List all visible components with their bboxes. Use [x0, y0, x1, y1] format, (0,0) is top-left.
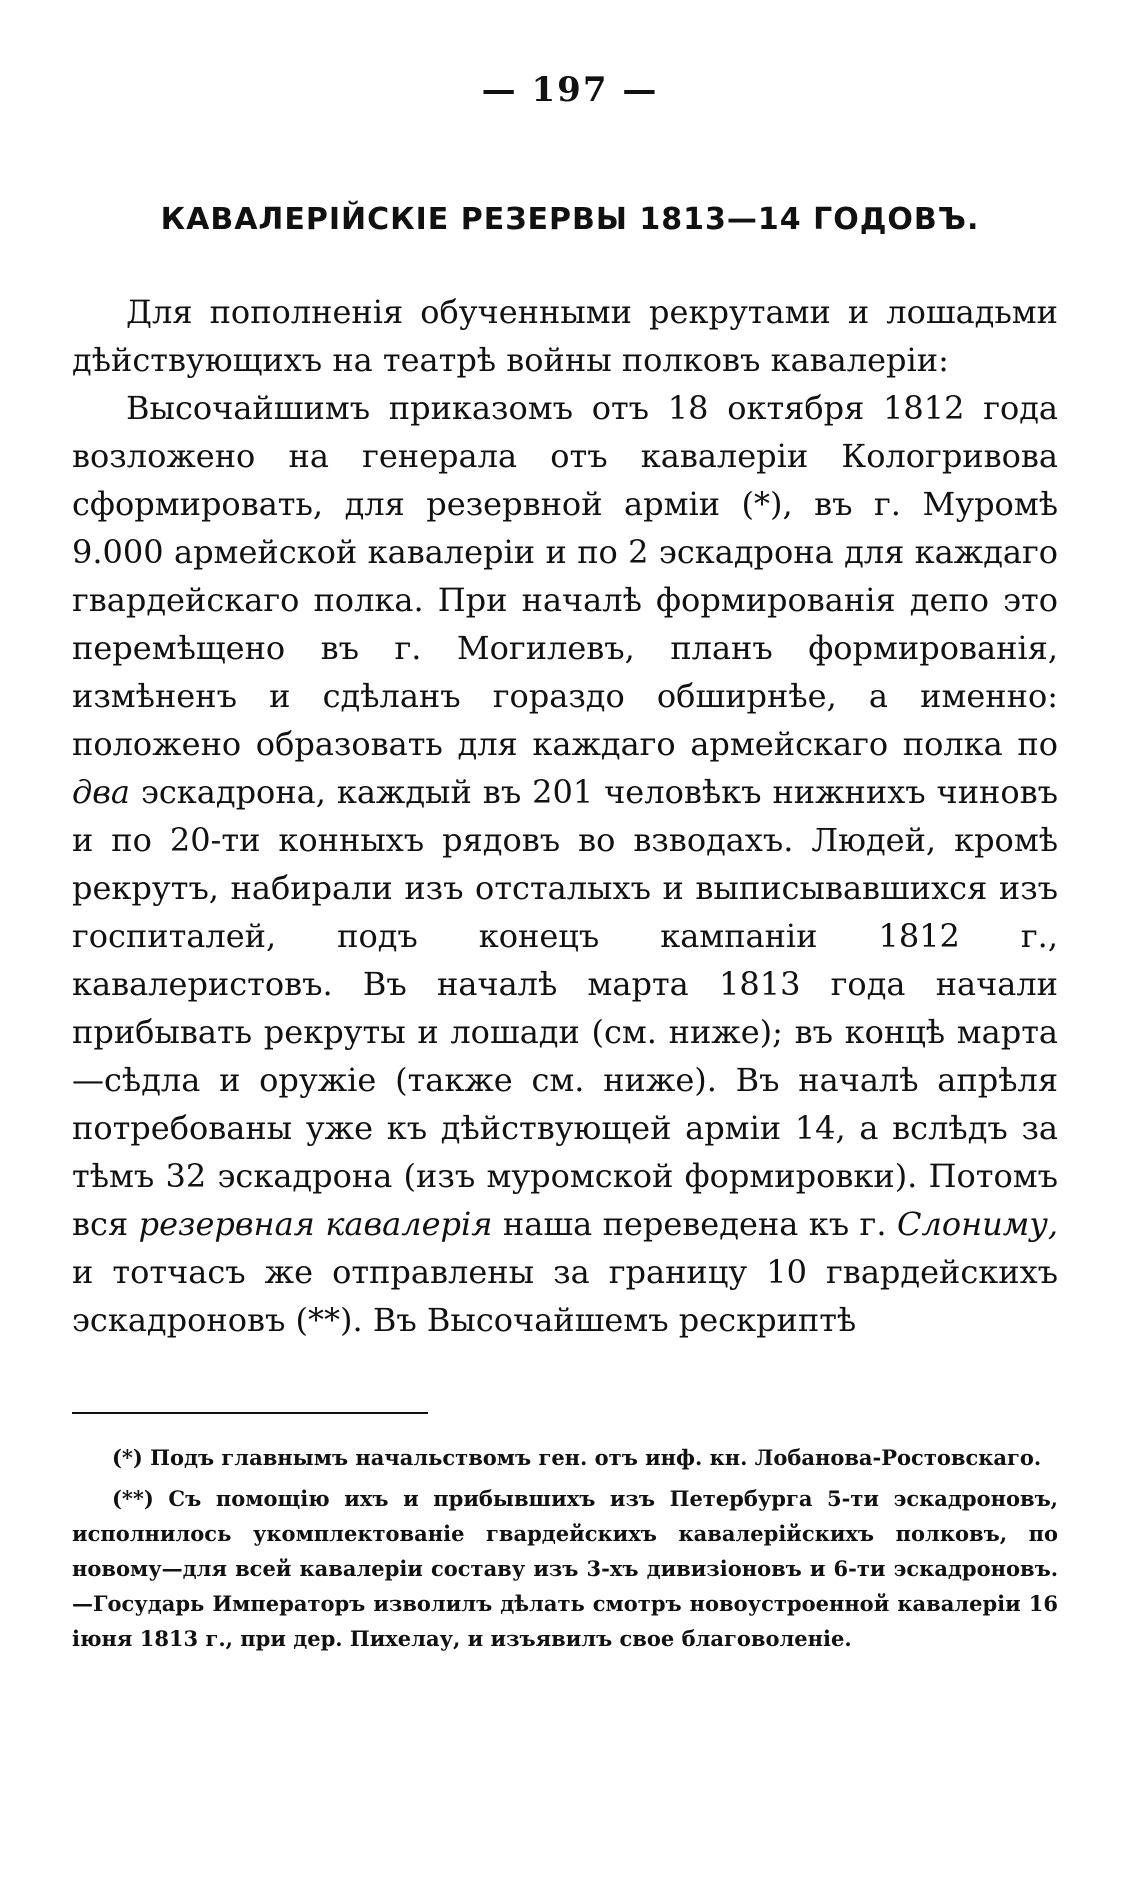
footnote-2: (**) Съ помощію ихъ и прибывшихъ изъ Петербурга 5-ти эскадроновъ, исполнилось укомплектованіе гвардейскихъ кавалерійскихъ полковъ, по новому—для всей кавалеріи составу изъ 3-хъ дивизіоновъ и 6-ти эскадроновъ.—Государь Императоръ изволилъ дѣлать смотръ новоустроенной кавалеріи 16 іюня 1813 г., при дер. Пихелау, и изъявилъ свое благоволеніе. [72, 1486, 1058, 1651]
main-text-2: эскадрона, каждый въ 201 человѣкъ нижнихъ чиновъ и по 20-ти конныхъ рядовъ во взводахъ. Людей, кромѣ рекрутъ, набирали изъ отсталыхъ и выписывавшихся изъ госпиталей, подъ конецъ кампаніи 1812 г., кавалеристовъ. Въ началѣ марта 1813 года начали прибывать рекруты и лошади (см. ниже); въ концѣ марта—сѣдла и оружіе (также см. ниже). Въ началѣ апрѣля потребованы уже къ дѣйствующей арміи 14, а вслѣдъ за тѣмъ 32 эскадрона (изъ муромской формировки). Потомъ вся [72, 773, 1059, 1243]
body-text [72, 288, 1058, 1344]
footnotes [72, 1440, 1058, 1656]
italic-dva: два [72, 773, 130, 811]
intro-paragraph: Для пополненія обученными рекрутами и лошадьми дѣйствующихъ на театрѣ войны полковъ кавалеріи: [72, 293, 1058, 379]
footnote-divider [72, 1412, 428, 1414]
italic-slonim: Слониму, [896, 1205, 1059, 1243]
footnote-1: (*) Подъ главнымъ начальствомъ ген. отъ инф. кн. Лобанова-Ростовскаго. [112, 1445, 1042, 1470]
italic-reserve-cavalry: резервная кавалерія [138, 1205, 493, 1243]
main-paragraph [72, 384, 1058, 1344]
main-text-4: и тотчасъ же отправлены за границу 10 гвардейскихъ эскадроновъ (**). Въ Высочайшемъ рескриптѣ [72, 1253, 1058, 1339]
main-text-3: наша переведена къ г. [502, 1205, 887, 1243]
main-text-1: Высочайшимъ приказомъ отъ 18 октября 1812 года возложено на генерала отъ кавалеріи Кологривова сформировать, для резервной арміи (*), въ г. Муромѣ 9.000 армейской кавалеріи и по 2 эскадрона для каждаго гвардейскаго полка. При началѣ формированія депо это перемѣщено въ г. Могилевъ, планъ формированія, измѣненъ и сдѣланъ гораздо обширнѣе, а именно: положено образовать для каждаго армейскаго полка по [72, 389, 1058, 763]
page-number: — 197 — [481, 70, 659, 110]
chapter-title: КАВАЛЕРІЙСКІЕ РЕЗЕРВЫ 1813—14 ГОДОВЪ. [160, 202, 980, 237]
